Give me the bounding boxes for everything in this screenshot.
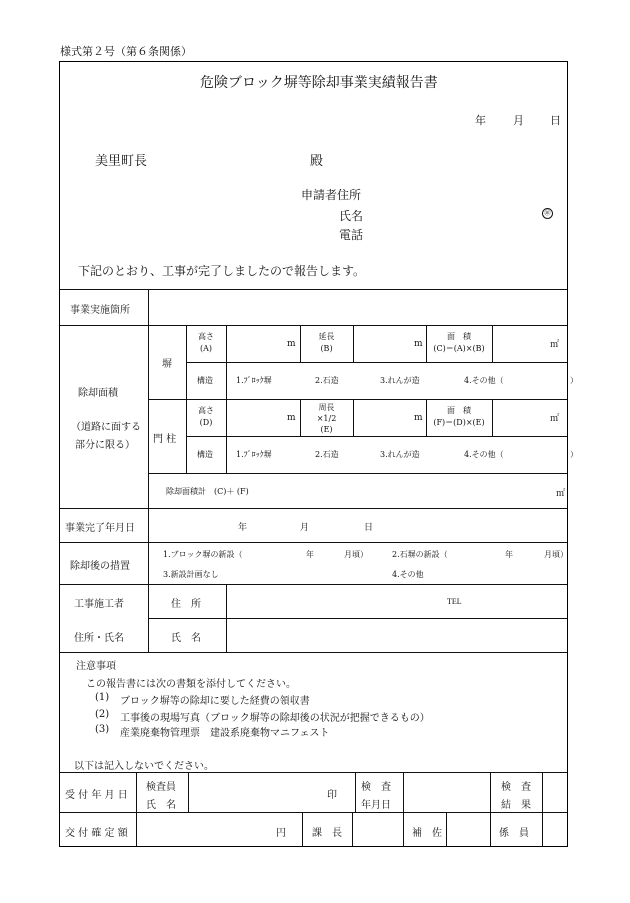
inspection-label: 検 査	[361, 782, 391, 793]
date-day-label: 日	[550, 114, 561, 127]
completion-month: 月	[300, 523, 310, 533]
wall-structure-close: ）	[570, 376, 578, 385]
gate-height-code: (D)	[199, 418, 213, 427]
seal-mark: ㊞	[542, 208, 553, 219]
confirmed-amount-label: 交 付 確 定 額	[65, 828, 128, 839]
report-statement: 下記のとおり、工事が完了しましたので報告します。	[78, 264, 366, 278]
wall-structure-opt3: 3.れんが造	[380, 376, 420, 385]
yen-label: 円	[276, 828, 286, 839]
measure-opt2: 2.石塀の新設（	[392, 550, 448, 559]
honorific: 殿	[310, 154, 324, 169]
inspection-result-label: 検 査	[501, 782, 531, 793]
wall-structure-opt1: 1.ﾌﾞﾛｯｸ塀	[236, 376, 272, 385]
wall-structure-opt2: 2.石造	[315, 376, 339, 385]
applicant-name-label: 氏名	[339, 209, 364, 223]
note-item-1-num: (1)	[95, 692, 110, 703]
gate-structure-close: ）	[570, 450, 578, 459]
note-item-2-text: 工事後の現場写真（ブロック塀等の除却後の状況が把握できるもの）	[120, 713, 430, 724]
measure-opt4: 4.その他	[392, 570, 424, 579]
total-area-unit: ㎡	[556, 489, 566, 499]
assistant-label: 補 佐	[412, 828, 442, 839]
form-number: 様式第２号（第６条関係）	[60, 45, 192, 58]
note-item-1-text: ブロック塀等の除却に要した経費の領収書	[120, 696, 310, 707]
gate-area-formula: (F)＝(D)×(E)	[433, 418, 485, 427]
notes-footer: 以下は記入しないでください。	[74, 761, 214, 772]
wall-length-label: 延長	[318, 332, 335, 341]
area-note-1: （道路に面する	[71, 422, 141, 433]
completion-day: 日	[364, 523, 374, 533]
applicant-address-label: 申請者住所	[301, 188, 362, 202]
gate-label: 門 柱	[153, 434, 177, 445]
measure-opt2-year: 年	[505, 550, 513, 559]
measure-opt3: 3.新設計画なし	[163, 570, 219, 579]
gate-structure-opt3: 3.れんが造	[380, 450, 420, 459]
wall-height-unit: m	[287, 339, 296, 349]
staff-label: 係 員	[499, 828, 529, 839]
wall-area-unit: ㎡	[550, 340, 560, 350]
measure-opt1: 1.ブロック塀の新設（	[163, 550, 243, 559]
inspection-date-label: 年月日	[361, 800, 391, 811]
gate-structure-opt1: 1.ﾌﾞﾛｯｸ塀	[236, 450, 272, 459]
area-note-2: 部分に限る）	[75, 440, 135, 451]
contractor-label: 工事施工者	[74, 599, 124, 610]
measure-opt2-month: 月頃）	[544, 550, 568, 559]
gate-perimeter-ratio: ×1/2	[316, 414, 337, 423]
date-month-label: 月	[513, 114, 524, 127]
wall-structure-label: 構造	[197, 376, 213, 385]
inspector-label: 検査員	[146, 782, 176, 793]
form-title: 危険ブロック塀等除却事業実績報告書	[200, 75, 438, 91]
gate-area-label: 面 積	[447, 406, 471, 415]
measure-opt1-month: 月頃）	[344, 550, 368, 559]
area-label: 除却面積	[78, 388, 118, 399]
completion-year: 年	[238, 523, 248, 533]
wall-area-formula: (C)＝(A)×(B)	[433, 344, 485, 353]
completion-label: 事業完了年月日	[65, 523, 135, 534]
wall-area-label: 面 積	[447, 332, 471, 341]
location-label: 事業実施箇所	[70, 305, 130, 316]
note-item-2-num: (2)	[95, 709, 110, 720]
measure-opt1-year: 年	[306, 550, 314, 559]
contractor-address-label: 住 所	[171, 599, 201, 610]
notes-heading: 注意事項	[76, 661, 116, 672]
gate-structure-label: 構造	[197, 450, 213, 459]
contractor-name-label: 氏 名	[171, 633, 201, 644]
wall-label: 塀	[162, 359, 172, 370]
wall-length-unit: m	[414, 339, 423, 349]
total-area-label: 除却面積計 (C)＋ (F)	[166, 487, 249, 496]
gate-perimeter-label: 周長	[318, 403, 335, 412]
gate-perimeter-unit: m	[414, 413, 423, 423]
gate-structure-opt4: 4.その他（	[464, 450, 504, 459]
inspector-seal-label: 印	[327, 790, 337, 801]
received-date-label: 受 付 年 月 日	[65, 790, 128, 801]
wall-length-code: (B)	[320, 344, 333, 353]
gate-structure-opt2: 2.石造	[315, 450, 339, 459]
addressee: 美里町長	[95, 154, 148, 169]
applicant-phone-label: 電話	[339, 228, 364, 242]
gate-perimeter-code: (E)	[320, 425, 333, 434]
measures-label: 除却後の措置	[70, 561, 130, 572]
contractor-tel-label: TEL	[447, 597, 462, 606]
note-item-3-text: 産業廃棄物管理票 建設系廃棄物マニフェスト	[120, 728, 330, 739]
date-year-label: 年	[475, 114, 486, 127]
gate-height-label: 高さ	[198, 406, 214, 415]
wall-height-label: 高さ	[198, 332, 214, 341]
note-item-3-num: (3)	[95, 724, 110, 735]
gate-area-unit: ㎡	[550, 414, 560, 424]
notes-intro: この報告書には次の書類を添付してください。	[86, 679, 296, 690]
inspector-name-label: 氏 名	[146, 800, 176, 811]
wall-height-code: (A)	[199, 344, 213, 353]
contractor-sub-label: 住所・氏名	[74, 633, 124, 644]
wall-structure-opt4: 4.その他（	[464, 376, 504, 385]
section-chief-label: 課 長	[312, 828, 342, 839]
result-label: 結 果	[501, 800, 531, 811]
gate-height-unit: m	[287, 413, 296, 423]
